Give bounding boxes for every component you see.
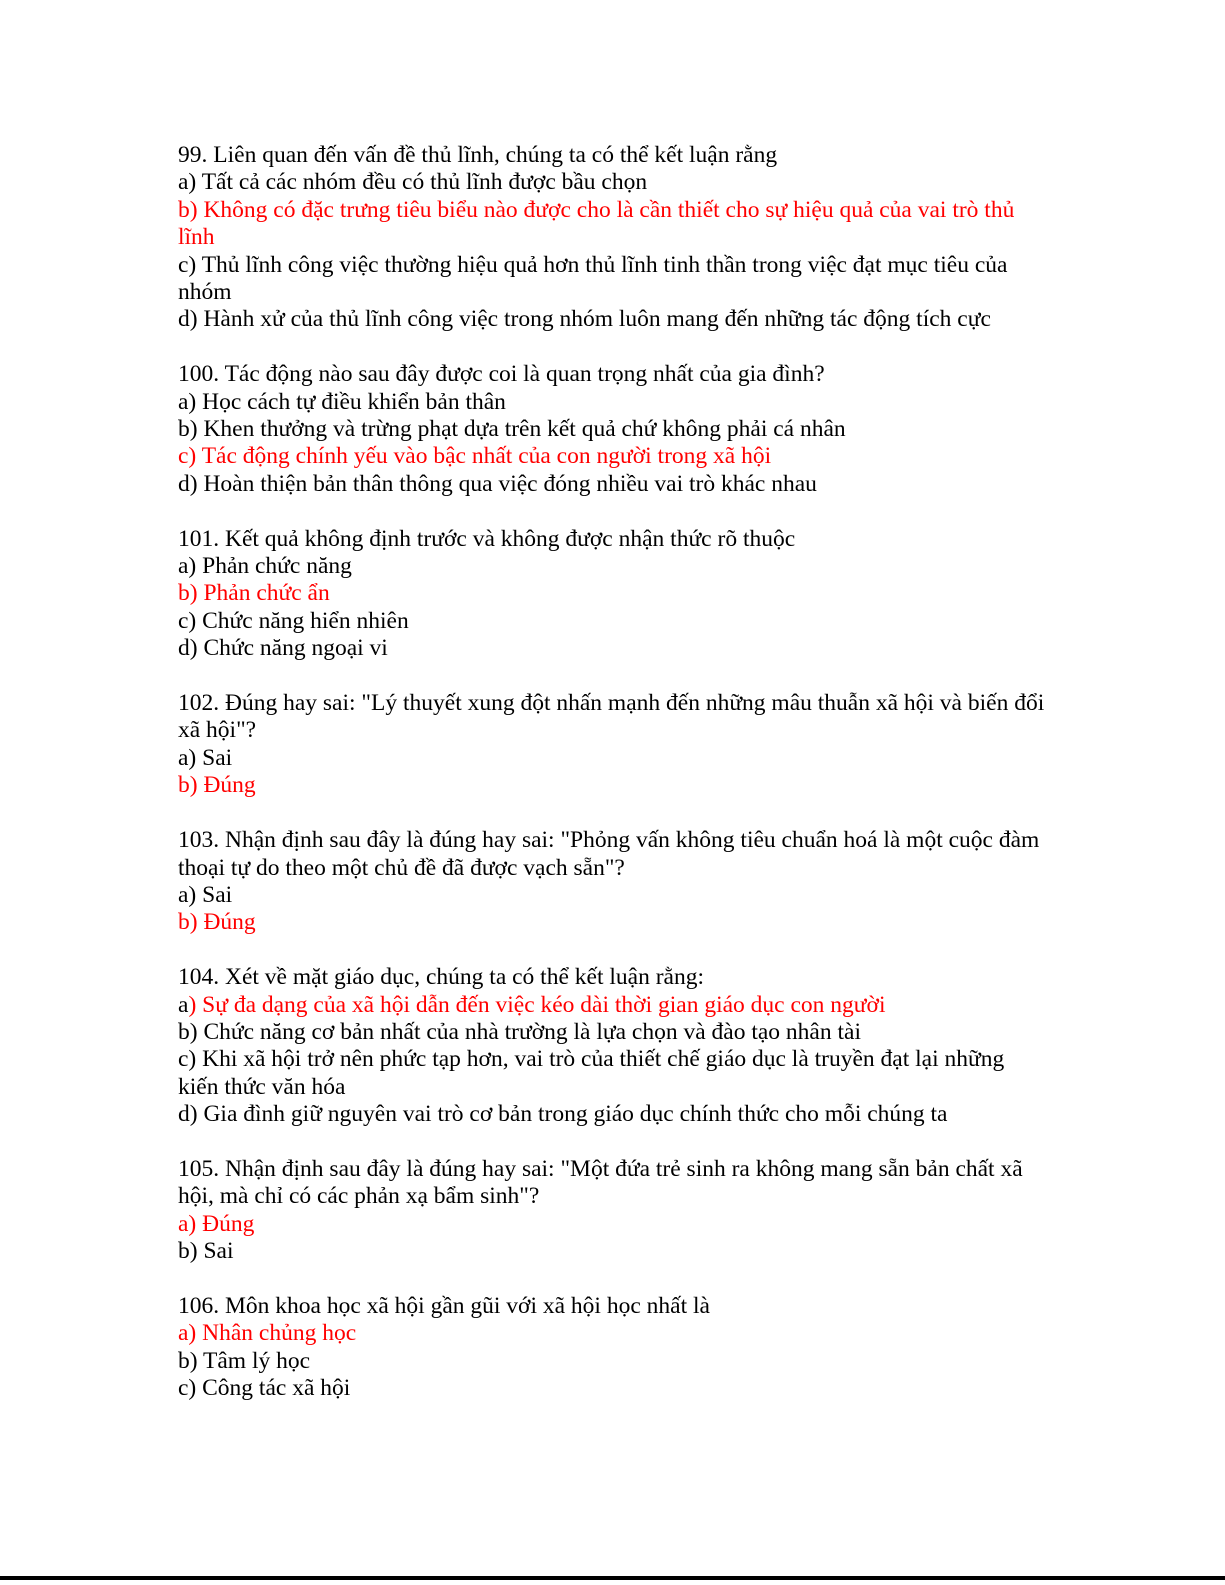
question-stem: 100. Tác động nào sau đây được coi là quan trọng nhất của gia đình? xyxy=(178,361,825,388)
answer-option: a) Phản chức năng xyxy=(178,553,352,580)
correct-answer-option: b) Phản chức ẩn xyxy=(178,580,330,607)
question-102 xyxy=(178,690,1048,800)
answer-option: b) Sai xyxy=(178,1238,234,1265)
answer-option: b) Chức năng cơ bản nhất của nhà trường là lựa chọn và đào tạo nhân tài xyxy=(178,1018,861,1045)
question-103 xyxy=(178,827,1048,937)
answer-option: c) Khi xã hội trở nên phức tạp hơn, vai trò của thiết chế giáo dục là truyền đạt lại những kiến thức văn hóa xyxy=(178,1046,1005,1100)
question-stem: 105. Nhận định sau đây là đúng hay sai: "Một đứa trẻ sinh ra không mang sẵn bản chất xã hội, mà chỉ có các phản xạ bẩm sinh"? xyxy=(178,1155,1023,1210)
answer-option: a) Tất cả các nhóm đều có thủ lĩnh được bầu chọn xyxy=(178,169,648,196)
answer-option: c) Thủ lĩnh công việc thường hiệu quả hơn thủ lĩnh tinh thần trong việc đạt mục tiêu của nhóm xyxy=(178,251,1008,306)
answer-option: d) Gia đình giữ nguyên vai trò cơ bản trong giáo dục chính thức cho mỗi chúng ta xyxy=(178,1101,948,1128)
question-stem: 103. Nhận định sau đây là đúng hay sai: "Phỏng vấn không tiêu chuẩn hoá là một cuộc đàm thoại tự do theo một chủ đề đã được vạch sẵn"? xyxy=(178,827,1040,881)
answer-option: a) Sai xyxy=(178,744,233,771)
answer-option: d) Hành xử của thủ lĩnh công việc trong nhóm luôn mang đến những tác động tích cực xyxy=(178,306,991,333)
question-stem: 102. Đúng hay sai: "Lý thuyết xung đột nhấn mạnh đến những mâu thuẫn xã hội và biến đổi xã hội"? xyxy=(178,690,1045,744)
question-stem: 99. Liên quan đến vấn đề thủ lĩnh, chúng ta có thể kết luận rằng xyxy=(178,142,778,168)
option-text: ) Sự đa dạng của xã hội dẫn đến việc kéo dài thời gian giáo dục con người xyxy=(188,991,886,1018)
answer-option: c) Chức năng hiển nhiên xyxy=(178,607,409,634)
question-stem: 104. Xét về mặt giáo dục, chúng ta có thể kết luận rằng: xyxy=(178,964,704,991)
question-101 xyxy=(178,526,1048,663)
question-99 xyxy=(178,142,1048,334)
question-106 xyxy=(178,1293,1048,1403)
question-list xyxy=(178,142,1048,1430)
question-105 xyxy=(178,1156,1048,1266)
correct-answer-option: b) Đúng xyxy=(178,772,256,799)
answer-option: a) Học cách tự điều khiển bản thân xyxy=(178,388,506,415)
question-100 xyxy=(178,361,1048,498)
answer-option: d) Chức năng ngoại vi xyxy=(178,635,388,662)
answer-option: b) Khen thưởng và trừng phạt dựa trên kết quả chứ không phải cá nhân xyxy=(178,416,846,443)
correct-answer-option: a) Nhân chủng học xyxy=(178,1320,357,1347)
answer-option: a) Sai xyxy=(178,881,233,908)
correct-answer-option: a) Đúng xyxy=(178,1210,255,1237)
answer-option: d) Hoàn thiện bản thân thông qua việc đóng nhiều vai trò khác nhau xyxy=(178,470,817,497)
correct-answer-option xyxy=(178,992,1048,1019)
question-stem: 106. Môn khoa học xã hội gần gũi với xã hội học nhất là xyxy=(178,1292,710,1319)
correct-answer-option: b) Không có đặc trưng tiêu biểu nào được cho là cần thiết cho sự hiệu quả của vai trò thủ lĩnh xyxy=(178,196,1015,251)
answer-option: c) Công tác xã hội xyxy=(178,1375,351,1402)
correct-answer-option: c) Tác động chính yếu vào bậc nhất của con người trong xã hội xyxy=(178,443,772,470)
option-letter: a xyxy=(178,991,189,1018)
question-104 xyxy=(178,964,1048,1128)
page-bottom-divider xyxy=(0,1576,1225,1580)
question-stem: 101. Kết quả không định trước và không được nhận thức rõ thuộc xyxy=(178,525,796,552)
answer-option: b) Tâm lý học xyxy=(178,1347,311,1374)
correct-answer-option: b) Đúng xyxy=(178,909,256,936)
